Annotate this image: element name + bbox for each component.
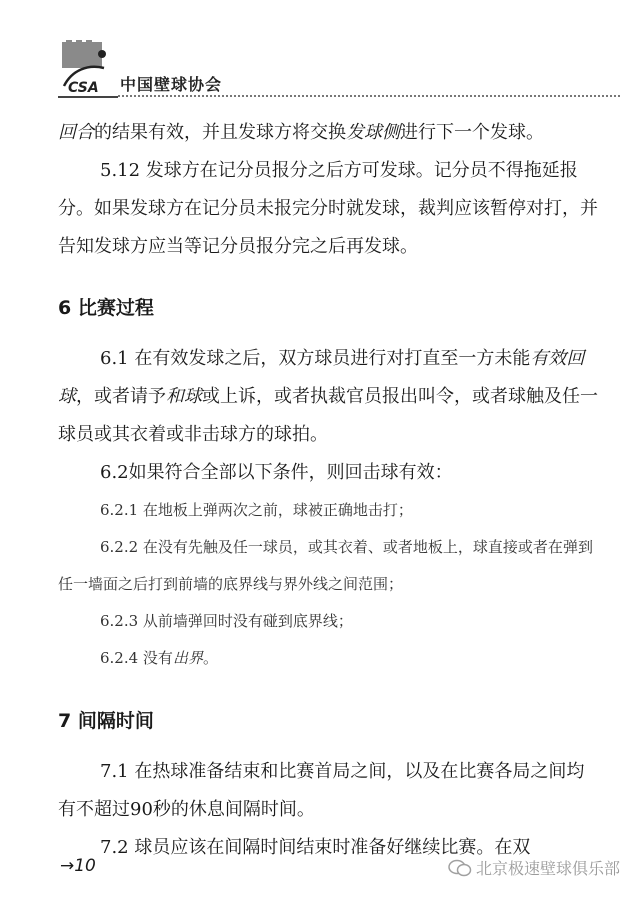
page-number: →10 xyxy=(60,856,96,876)
term-good-return: 有效回球 xyxy=(58,348,585,407)
document-body xyxy=(58,110,598,867)
rule-6-2: 6.2如果符合全部以下条件，则回击球有效： xyxy=(100,462,453,483)
rule-7-2: 7.2 球员应该在间隔时间结束时准备好继续比赛。在双 xyxy=(100,837,531,858)
header-rule-solid xyxy=(58,96,118,98)
rule-6-2-4: 6.2.4 没有出界。 xyxy=(100,649,218,667)
watermark: 北京极速壁球俱乐部 xyxy=(448,856,620,879)
wechat-icon xyxy=(448,859,472,877)
section-6-title: 6 比赛过程 xyxy=(58,297,154,319)
rule-6-1: 6.1 在有效发球之后，双方球员进行对打直至一方未能有效回球，或者请予和球或上诉，或者执裁官员报出叫令，或者球触及任一球员或其衣着或非击球方的球拍。 xyxy=(58,348,598,445)
csa-logo-icon xyxy=(58,40,114,96)
page-header xyxy=(0,0,640,110)
term-out: 出界 xyxy=(172,649,203,667)
rule-6-2-3: 6.2.3 从前墙弹回时没有碰到底界线； xyxy=(100,612,353,630)
term-rally: 回合 xyxy=(58,122,94,143)
rule-5-12: 5.12 发球方在记分员报分之后方可发球。记分员不得拖延报分。如果发球方在记分员未报完分时就发球，裁判应该暂停对打，并告知发球方应当等记分员报分完之后再发球。 xyxy=(58,160,598,257)
term-service-box: 发球侧 xyxy=(346,122,400,143)
rule-6-2-1: 6.2.1 在地板上弹两次之前，球被正确地击打； xyxy=(100,501,413,519)
term-let: 和球 xyxy=(166,386,202,407)
rule-6-2-2: 6.2.2 在没有先触及任一球员，或其衣着、或者地板上，球直接或者在弹到任一墙面之后打到前墙的底界线与界外线之间范围； xyxy=(58,538,593,593)
rule-7-1: 7.1 在热球准备结束和比赛首局之间，以及在比赛各局之间均有不超过90秒的休息间隔时间。 xyxy=(58,761,585,820)
org-name: 中国壁球协会 xyxy=(120,75,223,94)
paragraph-continued: 回合的结果有效，并且发球方将交换发球侧进行下一个发球。 xyxy=(58,122,544,143)
header-rule-dotted xyxy=(118,95,620,97)
section-7-title: 7 间隔时间 xyxy=(58,710,154,732)
svg-text:CSA: CSA xyxy=(68,80,99,96)
